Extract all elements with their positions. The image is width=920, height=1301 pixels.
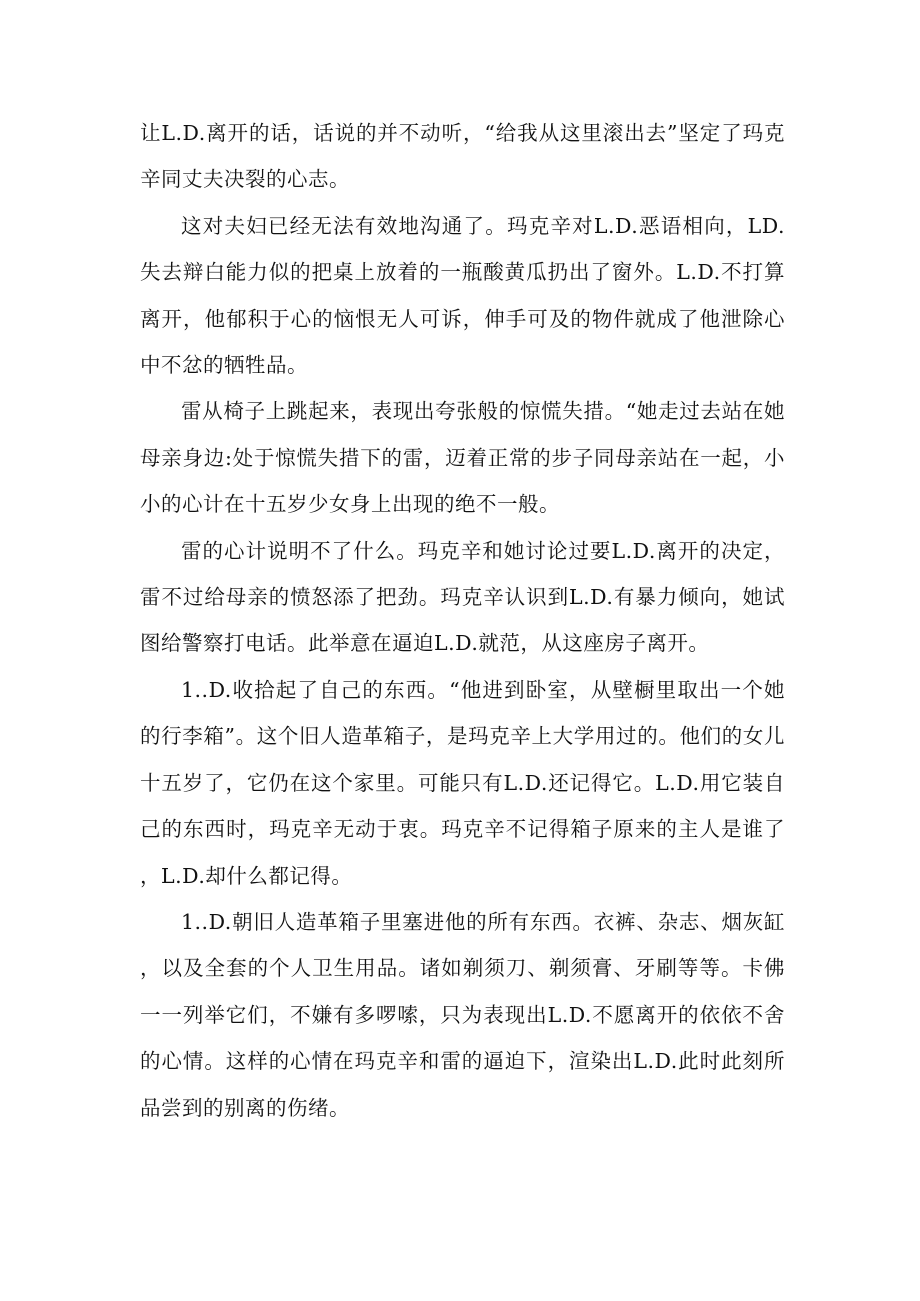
body-text <box>140 110 785 1131</box>
paragraph-5: 1..D.收拾起了自己的东西。“他进到卧室，从壁橱里取出一个她的行李箱”。这个旧人造革箱子，是玛克辛上大学用过的。他们的女儿十五岁了，它仍在这个家里。可能只有L.D.还记得它。L.D.用它装自己的东西时，玛克辛无动于衷。玛克辛不记得箱子原来的主人是谁了，L.D.却什么都记得。 <box>140 677 785 888</box>
paragraph-2: 这对夫妇已经无法有效地沟通了。玛克辛对L.D.恶语相向，LD.失去辩白能力似的把桌上放着的一瓶酸黄瓜扔出了窗外。L.D.不打算离开，他郁积于心的恼恨无人可诉，伸手可及的物件就成了他泄除心中不忿的牺牲品。 <box>140 213 785 378</box>
paragraph-3: 雷从椅子上跳起来，表现出夸张般的惊慌失措。“她走过去站在她母亲身边:处于惊慌失措下的雷，迈着正常的步子同母亲站在一起，小小的心计在十五岁少女身上出现的绝不一般。 <box>140 399 785 517</box>
paragraph-4: 雷的心计说明不了什么。玛克辛和她讨论过要L.D.离开的决定，雷不过给母亲的愤怒添了把劲。玛克辛认识到L.D.有暴力倾向，她试图给警察打电话。此举意在逼迫L.D.就范，从这座房子离开。 <box>140 538 785 656</box>
paragraph-1: 让L.D.离开的话，话说的并不动听，“给我从这里滚出去”坚定了玛克辛同丈夫决裂的心志。 <box>140 121 785 192</box>
paragraph-6: 1..D.朝旧人造革箱子里塞进他的所有东西。衣裤、杂志、烟灰缸，以及全套的个人卫生用品。诸如剃须刀、剃须膏、牙刷等等。卡佛一一列举它们，不嫌有多啰嗦，只为表现出L.D.不愿离开的依依不舍的心情。这样的心情在玛克辛和雷的逼迫下，渲染出L.D.此时此刻所品尝到的别离的伤绪。 <box>140 909 785 1120</box>
